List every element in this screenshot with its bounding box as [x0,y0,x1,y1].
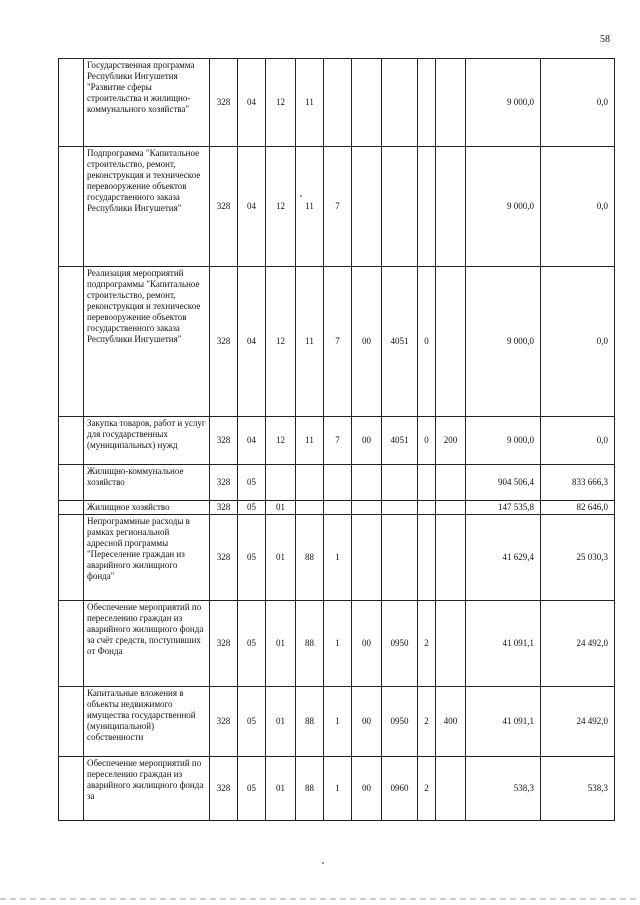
cell-rz: 05 [238,465,266,501]
cell-pp: 1 [324,757,352,821]
cell-name: Реализация мероприятий подпрограммы "Капитальное строительство, ремонт, реконструкция и техническое перевооружение объектов государственного заказа Республики Ингушетия" [84,267,210,417]
cell-code: 4051 [382,417,418,465]
cell-gp [296,501,324,515]
cell-ved: 328 [210,515,238,601]
table-row [59,687,615,757]
cell-gp [296,465,324,501]
cell-gp: 88 [296,515,324,601]
cell-pp [324,465,352,501]
page-number: 58 [600,34,610,45]
table-row [59,601,615,687]
cell-om [352,501,382,515]
cell-nr: 0 [418,267,436,417]
cell-sum1: 147 535,8 [466,501,541,515]
cell-name: Жилищно-коммунальное хозяйство [84,465,210,501]
cell-sum1: 9 000,0 [466,147,541,267]
row-number-cell [59,687,84,757]
cell-sum2: 24 492,0 [541,687,615,757]
budget-table-body [59,59,615,821]
cell-sum1: 9 000,0 [466,59,541,147]
cell-pr: 12 [266,267,296,417]
row-number-cell [59,267,84,417]
cell-ved: 328 [210,417,238,465]
cell-nr [418,501,436,515]
table-row [59,59,615,147]
cell-gp: 88 [296,601,324,687]
cell-ved: 328 [210,59,238,147]
table-row [59,147,615,267]
cell-pr: 01 [266,687,296,757]
row-number-cell [59,59,84,147]
cell-pr: 12 [266,417,296,465]
cell-ved: 328 [210,601,238,687]
cell-pp: 7 [324,147,352,267]
cell-nr [418,59,436,147]
cell-rz: 05 [238,687,266,757]
cell-pr: 12 [266,147,296,267]
cell-ved: 328 [210,501,238,515]
cell-rz: 04 [238,147,266,267]
cell-sum2: 82 646,0 [541,501,615,515]
cell-nr: 2 [418,601,436,687]
cell-sum1: 9 000,0 [466,417,541,465]
cell-sum1: 538,3 [466,757,541,821]
cell-vr: 400 [436,687,466,757]
cell-om: 00 [352,687,382,757]
cell-vr [436,601,466,687]
row-number-cell [59,417,84,465]
cell-nr [418,147,436,267]
cell-sum2: 538,3 [541,757,615,821]
cell-gp: 88 [296,687,324,757]
cell-pr: 12 [266,59,296,147]
cell-rz: 05 [238,501,266,515]
cell-nr [418,515,436,601]
cell-name: Жилищное хозяйство [84,501,210,515]
scan-speck [300,195,302,197]
table-row [59,515,615,601]
cell-pp: 1 [324,687,352,757]
cell-code: 4051 [382,267,418,417]
cell-om [352,465,382,501]
cell-ved: 328 [210,267,238,417]
cell-name: Государственная программа Республики Ингушетия "Развитие сферы строительства и жилищно-коммунального хозяйства" [84,59,210,147]
cell-rz: 05 [238,757,266,821]
row-number-cell [59,465,84,501]
cell-rz: 05 [238,515,266,601]
row-number-cell [59,601,84,687]
cell-sum2: 833 666,3 [541,465,615,501]
cell-rz: 04 [238,59,266,147]
table-row [59,501,615,515]
scan-speck [322,862,324,864]
cell-om: 00 [352,417,382,465]
cell-om [352,59,382,147]
cell-om: 00 [352,267,382,417]
table-row [59,267,615,417]
cell-nr: 0 [418,417,436,465]
cell-pp [324,501,352,515]
cell-pp [324,59,352,147]
cell-gp: 11 [296,59,324,147]
cell-pp: 7 [324,417,352,465]
cell-vr [436,59,466,147]
row-number-cell [59,515,84,601]
cell-pp: 1 [324,515,352,601]
cell-sum1: 904 506,4 [466,465,541,501]
cell-ved: 328 [210,147,238,267]
table-row [59,417,615,465]
cell-pp: 1 [324,601,352,687]
cell-nr [418,465,436,501]
cell-pr: 01 [266,515,296,601]
cell-pp: 7 [324,267,352,417]
row-number-cell [59,501,84,515]
cell-om: 00 [352,757,382,821]
cell-sum2: 0,0 [541,417,615,465]
cell-pr: 01 [266,501,296,515]
cell-code [382,515,418,601]
cell-code: 0950 [382,687,418,757]
cell-gp: 11 [296,417,324,465]
cell-vr [436,501,466,515]
cell-code [382,59,418,147]
cell-name: Капитальные вложения в объекты недвижимого имущества государственной (муниципальной) собственности [84,687,210,757]
cell-rz: 04 [238,417,266,465]
cell-code: 0950 [382,601,418,687]
cell-pr: 01 [266,757,296,821]
cell-ved: 328 [210,465,238,501]
cell-sum2: 0,0 [541,59,615,147]
cell-rz: 04 [238,267,266,417]
cell-vr [436,515,466,601]
cell-nr: 2 [418,687,436,757]
cell-pr: 01 [266,601,296,687]
cell-name: Обеспечение мероприятий по переселению граждан из аварийного жилищного фонда за счёт средств, поступивших от Фонда [84,601,210,687]
cell-pr [266,465,296,501]
cell-ved: 328 [210,687,238,757]
cell-name: Подпрограмма "Капитальное строительство, ремонт, реконструкция и техническое перевооружение объектов государственного заказа Республики Ингушетия" [84,147,210,267]
cell-om [352,515,382,601]
table-row [59,757,615,821]
cell-vr [436,757,466,821]
cell-vr [436,147,466,267]
table-row [59,465,615,501]
cell-name: Обеспечение мероприятий по переселению граждан из аварийного жилищного фонда за [84,757,210,821]
cell-nr: 2 [418,757,436,821]
budget-table [58,58,615,821]
cell-om: 00 [352,601,382,687]
cell-sum2: 0,0 [541,267,615,417]
cell-sum2: 24 492,0 [541,601,615,687]
cell-code [382,501,418,515]
cell-vr: 200 [436,417,466,465]
cell-sum1: 41 629,4 [466,515,541,601]
cell-sum1: 9 000,0 [466,267,541,417]
cell-code [382,465,418,501]
cell-om [352,147,382,267]
cell-sum2: 0,0 [541,147,615,267]
cell-sum1: 41 091,1 [466,687,541,757]
cell-rz: 05 [238,601,266,687]
cell-vr [436,465,466,501]
cell-sum1: 41 091,1 [466,601,541,687]
scan-noise-line [0,898,640,900]
row-number-cell [59,757,84,821]
cell-gp: 88 [296,757,324,821]
cell-vr [436,267,466,417]
cell-code [382,147,418,267]
cell-sum2: 25 030,3 [541,515,615,601]
cell-name: Закупка товаров, работ и услуг для государственных (муниципальных) нужд [84,417,210,465]
cell-code: 0960 [382,757,418,821]
cell-name: Непрограммные расходы в рамках региональной адресной программы "Переселение граждан из аварийного жилищного фонда" [84,515,210,601]
cell-ved: 328 [210,757,238,821]
cell-gp: 11 [296,267,324,417]
cell-gp: 11 [296,147,324,267]
row-number-cell [59,147,84,267]
